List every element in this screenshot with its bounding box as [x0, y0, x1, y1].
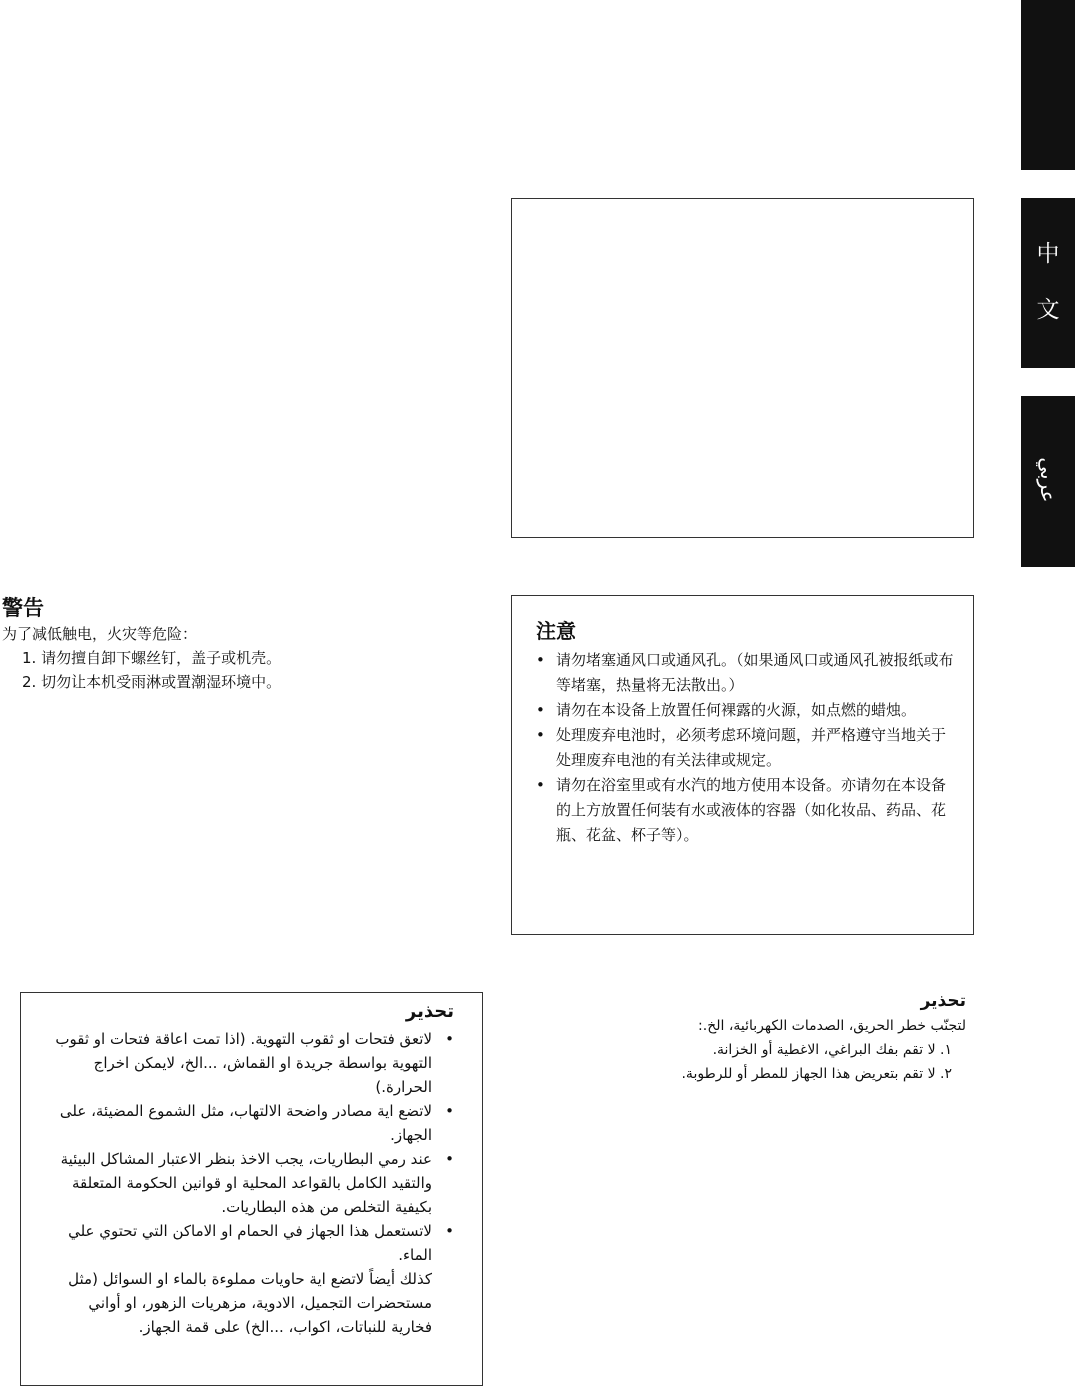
tab-chinese-char-1: 中 [1036, 241, 1060, 267]
ar-warning-title: تحذير [920, 991, 966, 1011]
side-tab-chinese [1021, 198, 1075, 368]
zh-caution-item [536, 723, 956, 773]
ar-caution-item [54, 1099, 454, 1147]
ar-caution-box [20, 992, 483, 1386]
empty-frame [511, 198, 974, 538]
tab-arabic-label: عربي [1036, 457, 1060, 503]
side-tab-blank [1021, 0, 1075, 170]
zh-caution-list [536, 648, 956, 848]
ar-caution-item [54, 1147, 454, 1219]
zh-caution-item [536, 648, 956, 698]
ar-caution-item-text: لاتستعمل هذا الجهاز في الحمام او الاماكن التي تحتوي علي الماء. [68, 1222, 432, 1264]
zh-caution-box [511, 595, 974, 935]
ar-caution-item [54, 1027, 454, 1099]
zh-caution-item-text: 处理废弃电池时，必须考虑环境问题，并严格遵守当地关于处理废弃电池的有关法律或规定。 [556, 726, 947, 769]
ar-warning-intro: لتجنّب خطر الحريق، الصدمات الكهربائية، الخ.: [698, 1018, 966, 1034]
zh-warning-intro: 为了减低触电，火灾等危险： [2, 625, 198, 643]
zh-caution-item-text: 请勿在浴室里或有水汽的地方使用本设备。亦请勿在本设备的上方放置任何装有水或液体的容器（如化妆品、药品、花瓶、花盆、杯子等）。 [556, 776, 947, 844]
zh-warning-title: 警告 [2, 596, 44, 620]
bullet-icon: • [445, 1222, 454, 1240]
zh-warning-item: 1. 请勿擅自卸下螺丝钉，盖子或机壳。 [22, 649, 282, 667]
zh-caution-title: 注意 [536, 619, 576, 643]
bullet-icon: • [536, 726, 545, 744]
ar-caution-item-text: لاتضع اية مصادر واضحة الالتهاب، مثل الشموع المضيئة، على الجهاز. [59, 1102, 432, 1144]
ar-warning-item: ١. لا تقم بفك البراغي، الاغطية أو الخزانة. [712, 1042, 952, 1058]
zh-caution-item [536, 698, 956, 723]
zh-caution-item [536, 773, 956, 848]
ar-caution-item [54, 1219, 454, 1267]
tab-chinese-char-2: 文 [1036, 297, 1060, 323]
bullet-icon: • [536, 776, 545, 794]
ar-caution-title: تحذير [405, 1001, 454, 1022]
zh-warning-item: 2. 切勿让本机受雨淋或置潮湿环境中。 [22, 673, 282, 691]
ar-caution-item-text: لاتعق فتحات او ثقوب التهوية. (اذا تمت اعاقة فتحات او ثقوب التهوية بواسطة جريدة او القماش، ...الخ، لايمكن اخراج الحرارة.) [55, 1030, 432, 1096]
zh-caution-item-text: 请勿在本设备上放置任何裸露的火源，如点燃的蜡烛。 [556, 701, 917, 719]
bullet-icon: • [536, 701, 545, 719]
ar-warning-list [606, 1038, 966, 1086]
ar-warning-section [606, 988, 966, 1086]
ar-warning-item: ٢. لا تقم بتعريض هذا الجهاز للمطر أو للرطوبة. [681, 1066, 952, 1082]
bullet-icon: • [536, 651, 545, 669]
ar-caution-list [54, 1027, 454, 1267]
bullet-icon: • [445, 1150, 454, 1168]
zh-warning-list [2, 646, 482, 694]
bullet-icon: • [445, 1102, 454, 1120]
zh-warning-section [2, 594, 482, 694]
ar-caution-item-text: عند رمي البطاريات، يجب الاخذ بنظر الاعتبار المشاكل البيئية والتقيد الكامل بالقواعد المحلية او قوانين الحكومة المتعلقة بكيفية التخلص من هذه البطاريات. [60, 1150, 432, 1216]
ar-caution-extra: كذلك أيضاً لاتضع اية حاويات مملوءة بالماء او السوائل (مثل مستحضرات التجميل، الادوية، مزهريات الزهور، او أواني فخارية للنباتات، اكواب، ...الخ) على قمة الجهاز. [68, 1270, 432, 1336]
zh-caution-item-text: 请勿堵塞通风口或通风孔。（如果通风口或通风孔被报纸或布等堵塞，热量将无法散出。） [556, 651, 954, 694]
bullet-icon: • [445, 1030, 454, 1048]
side-tab-arabic [1021, 396, 1075, 567]
